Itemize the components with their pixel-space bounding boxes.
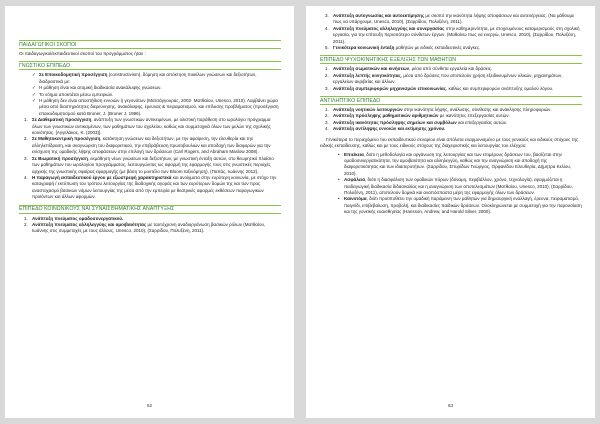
numbered-list-cognitive [19, 117, 281, 200]
numbered-list-social-continued [320, 13, 582, 51]
list-item: 2. Ανάπτυξη πρόσληψης μαθηματικών αριθμητικών με ικανότητες επεξεργασίας αυτών. [325, 113, 510, 119]
check-icon: ✓ [32, 98, 36, 104]
list-item: • Επιείκεια, διότι η μεθοδολογία και οργάνωση της λειτουργίας και των επιμέρους δράσεων του, βασίζεται στην ομαδοσυνεργατικότητα, την αμοιβαιότητα και αλληλεγγύη, καθώς και την αναγνώριση και αποδοχή της διαφορετικότητας και των ιδιαιτεροτήτων. (Σαρρίδου, Σπυρίδων Γεώργιος, Ορφανίδου Ελευθερία, Δήμητρα Κελίου, 2010). [338, 151, 572, 176]
checklist [19, 72, 281, 117]
list-item: 1. Ανάπτυξη σωματικών και κινήσεων, μέσα από σύνθετα εργαλεία και δράσεις. [325, 66, 493, 72]
numbered-list-perceptual [320, 107, 582, 133]
check-icon: ✓ [32, 91, 36, 97]
list-item: 4. Ανάπτυξη πνεύματος αλληλεγγύης και συνεργασίας στην καθημερινότητα, με στοχευμένους καταμερισμούς στη σχολική εργασία, για την επίτευξη περισσότερο σύνθετων έργων. (Μαθαίνω πως να ενεργώ, Unesco, 2010), (Σαρρίδου, Πολυξένη, 2011). [325, 25, 580, 44]
page-number: 62 [146, 403, 153, 408]
section-heading-pedagogical-aims: ΠΑΙΔΑΓΩΓΙΚΟΙ ΣΚΟΠΟΙ [19, 40, 281, 49]
check-icon: ✓ [32, 85, 36, 91]
list-item: 3. Ανάπτυξη αυτογνωσίας και αυτοεκτίμησης με σκοπό την ικανότητα λήψης αποφάσεων και αυτενέργειας. (Να μάθουμε πως να υπάρχουμε, Unesco, 2010), (Σαρρίδου, Πολυξένη, 2011). [325, 13, 575, 25]
check-item: ✓ Η μάθηση δεν είναι αποστήθιση εννοιών ή γεγονότων (Ματσάγγουρας, 2002· Ματθαίου, Unesco, 2010). Λαμβάνει χώρα μέσα από διαστηριότητες διερεύνησης, ανακάλυψης, έρευνας & πειραματισμού, και επίλυσης προβλήματος (προσέγγιση εποικοδομητισμού κατά Bruner, J. (Bruner J. 1996). [32, 98, 279, 116]
summary-paragraph: Γενικότερα το περιεχόμενο του εκπαιδευτικού σεναρίου είναι απόλυτα εναρμονισμένο με τους γενικούς και ειδικούς στόχους της ειδικής εκπαίδευσης, καθώς και με τους ειδικούς στόχους της διαχειριστικής και λειτουργίας του ελέγχου: [320, 136, 579, 149]
list-item: 4. Ανάπτυξη αντίληψης εννοιών και εκτίμησης χρόνου. [325, 126, 446, 132]
bullet-icon: • [338, 151, 340, 157]
bullet-icon: • [338, 196, 340, 202]
section-heading-social-emotional: ΕΠΙΠΕΔΟ ΚΟΙΝΩΝΙΚΟΥΣ ΝΑΙ ΣΥΝΑΙΣΘΗΜΑΤΙΚΗΣ ΑΝΑΠΤΥΞΗΣ [19, 205, 281, 214]
section-heading-cognitive: ΓΝΩΣΤΙΚΟ ΕΠΙΠΕΔΟ [19, 61, 281, 70]
list-item: 3. Ανάπτυξη ικανότητας πρόσληψης σημείων και συμβόλων και επεξεργασίας αυτών. [325, 119, 508, 125]
list-item: • Ασφάλεια, διότι η διασφάλιση των ομαδικών πόρων (δύναμη, περιβάλλον, χρόνο, τεχνολογία), εφαρμόζεται η παιδαγωγική διαδικασία διδασκαλίας και η αναγνώριση των αποτελεσμάτων (Ματθαίου, Unesco, 2010), (Σαρρίδου, Πολυξένη, 2011), αποτελούν δομικά και αναπόσπαστα μέρη της εφαρμογής όλων των δράσεων. [338, 177, 573, 195]
list-item: 3. Σε Βιωματική προσέγγιση, εκμάθηση νέων γνώσεων και δεξιοτήτων, με γνωστική ένταξη αυτών, στο θεωρητικό πλαίσιο των μαθημάτων του ωρολογίου προγράμματος, λειτουργώντας ως αφορμή της εφαρμογής τους στις γνωστικές περιοχές αρχικής της γνωστικής σφαίρας εφαρμογής (με βάση το μοντέλο των Bloom ταξινόμηση), (Παπάς, Ιωάννης 2012). [24, 155, 274, 174]
numbered-list-social [19, 216, 281, 235]
bullet-icon: • [338, 177, 340, 183]
numbered-list-psychomotor [320, 66, 582, 92]
list-item: 1. Ανάπτυξη νοητικών λειτουργιών στην ικανότητα λήψης, ανάλυσης, σύνθεσης και ανάκλησης πληροφοριών. [325, 107, 552, 113]
list-item: 5. Γενικότερα κοινωνική ένταξη μαθητών με ειδικές εκπαιδευτικές ανάγκες. [325, 45, 481, 51]
list-item: 3. Ανάπτυξη συμπεριφορών μηχανισμών επικοινωνίας, καθώς και συμπεριφορών ανάπτυξης ομαλού λόγου. [325, 85, 554, 91]
list-item: 2. Ανάπτυξη πνεύματος αλληλεγγύης και αμοιβαιότητας με ταυτόχρονη αναδιοργάνωση βασικών ρόλων (Ματθαίου, Ιωάννης στις συμμετοχές με τους άλλους, Unesco, 2010), (Σαρρίδου, Πολυξένη, 2011). [24, 221, 266, 234]
list-item: 4. Η παραγωγή εκπαιδευτικού έργου με εξωστρεφή χαρακτηριστικά και ανοίγματα στην ευρύτερη κοινωνία, με στόχο την καταγραφή / εκτύπωση του τρόπου λειτουργίας της διαδοχικής αγοράς και των ευρύτερων δομών της και των προς αναστοχασμό βασικών νόμων λειτουργίας της μέσα από την εμπειρία με θεατρικές αφορμές εκθέσεων παραγωγικών προϊόντων και άλλων αφορμών. [24, 174, 277, 200]
list-item: 1. Ανάπτυξη πνεύματος ομαδοσυνεργατικού. [24, 215, 124, 221]
bullet-list-characteristics [320, 152, 582, 216]
left-page [5, 6, 294, 418]
check-item: ✓ Σε Εποικοδομητική προσέγγιση (constructivism), δόμηση και απόκτηση ποικίλων γνώσεων και δεξιοτήτων, διαδραστικά με: [32, 72, 257, 84]
page-number: 63 [447, 403, 454, 408]
list-item: • Καινοτόμα, διότι προϋποθέτει την ομαδική παράμεινη των μαθητών για δημιουργική εναλλαγή, έρευνα, πειραματισμό, παιγνίδι, επιβεβαίωση, προβολή, και διαδικασίες παιδικών δράσεων. Ολοκληρώνεται με συμμετοχή για την παρουσίαση και της γονεϊκής ευαισθησίας (Hansson, Andrew, and Harold Silver, 2000). [338, 196, 582, 215]
list-item: 2. Ανάπτυξη λεπτής κινητικότητας, μέσα από δράσεις που αποτελούν χρήση εξειδικευμένων υλικών, μηχανημάτων, εργαλείων ακριβείας και άλλων. [325, 72, 563, 85]
section-heading-psychomotor: ΕΠΙΠΕΔΟ ΨΥΧΟΚΙΝΗΤΙΚΗΣ ΕΞΕΛΙΞΗΣ ΤΩΝ ΜΑΘΗΤΩΝ [320, 55, 582, 64]
right-page [306, 6, 595, 418]
list-item: 1. Σε Διαθεματική προσέγγιση, ανάπτυξη των γνωστικών αντικειμένων, με ολιστική παράθεση στο ωρολόγιο πρόγραμμα όλων των γνωστικών αντικειμένων, των μαθημάτων του σχολείου, καθώς και συμμετοχικά όλων των μελών της σχολικής κοινότητας. [Αγγελάκος, Κ. (2003)]. [24, 117, 271, 136]
intro-text: Οι παιδαγωγικοί/εκπαιδευτικοί σκοποί του προγράμματος ήταν : [19, 51, 146, 56]
section-heading-perceptual: ΑΝΤΙΛΗΠΤΙΚΟ ΕΠΙΠΕΔΟ [320, 96, 582, 105]
check-item: ✓ Η μάθηση είναι και ατομική διαδικασία ανακάλυψης γνώσεων. [32, 85, 162, 91]
check-icon: ✓ [32, 72, 36, 78]
list-item: 2. Σε Μαθητοκεντρική προσέγγιση, κατάκτηση γνώσεων και δεξιοτήτων, με την αφαίρεση, την ελευθερία και την αλληλεπίδραση, και αναγνώριση του διαφορετικού, την επιβράβευση πρωτοβουλιών και αποδοχή των διαφορών για την ενίσχυση της ομαδικής λήψης αποφάσεων στην επιλογή των δράσεων (Carl Rogers, and Abraham Maslow 2008). [24, 136, 271, 155]
check-item: ✓ Το νόημα αποκτάται μέσω εμπειριών. [32, 91, 114, 97]
